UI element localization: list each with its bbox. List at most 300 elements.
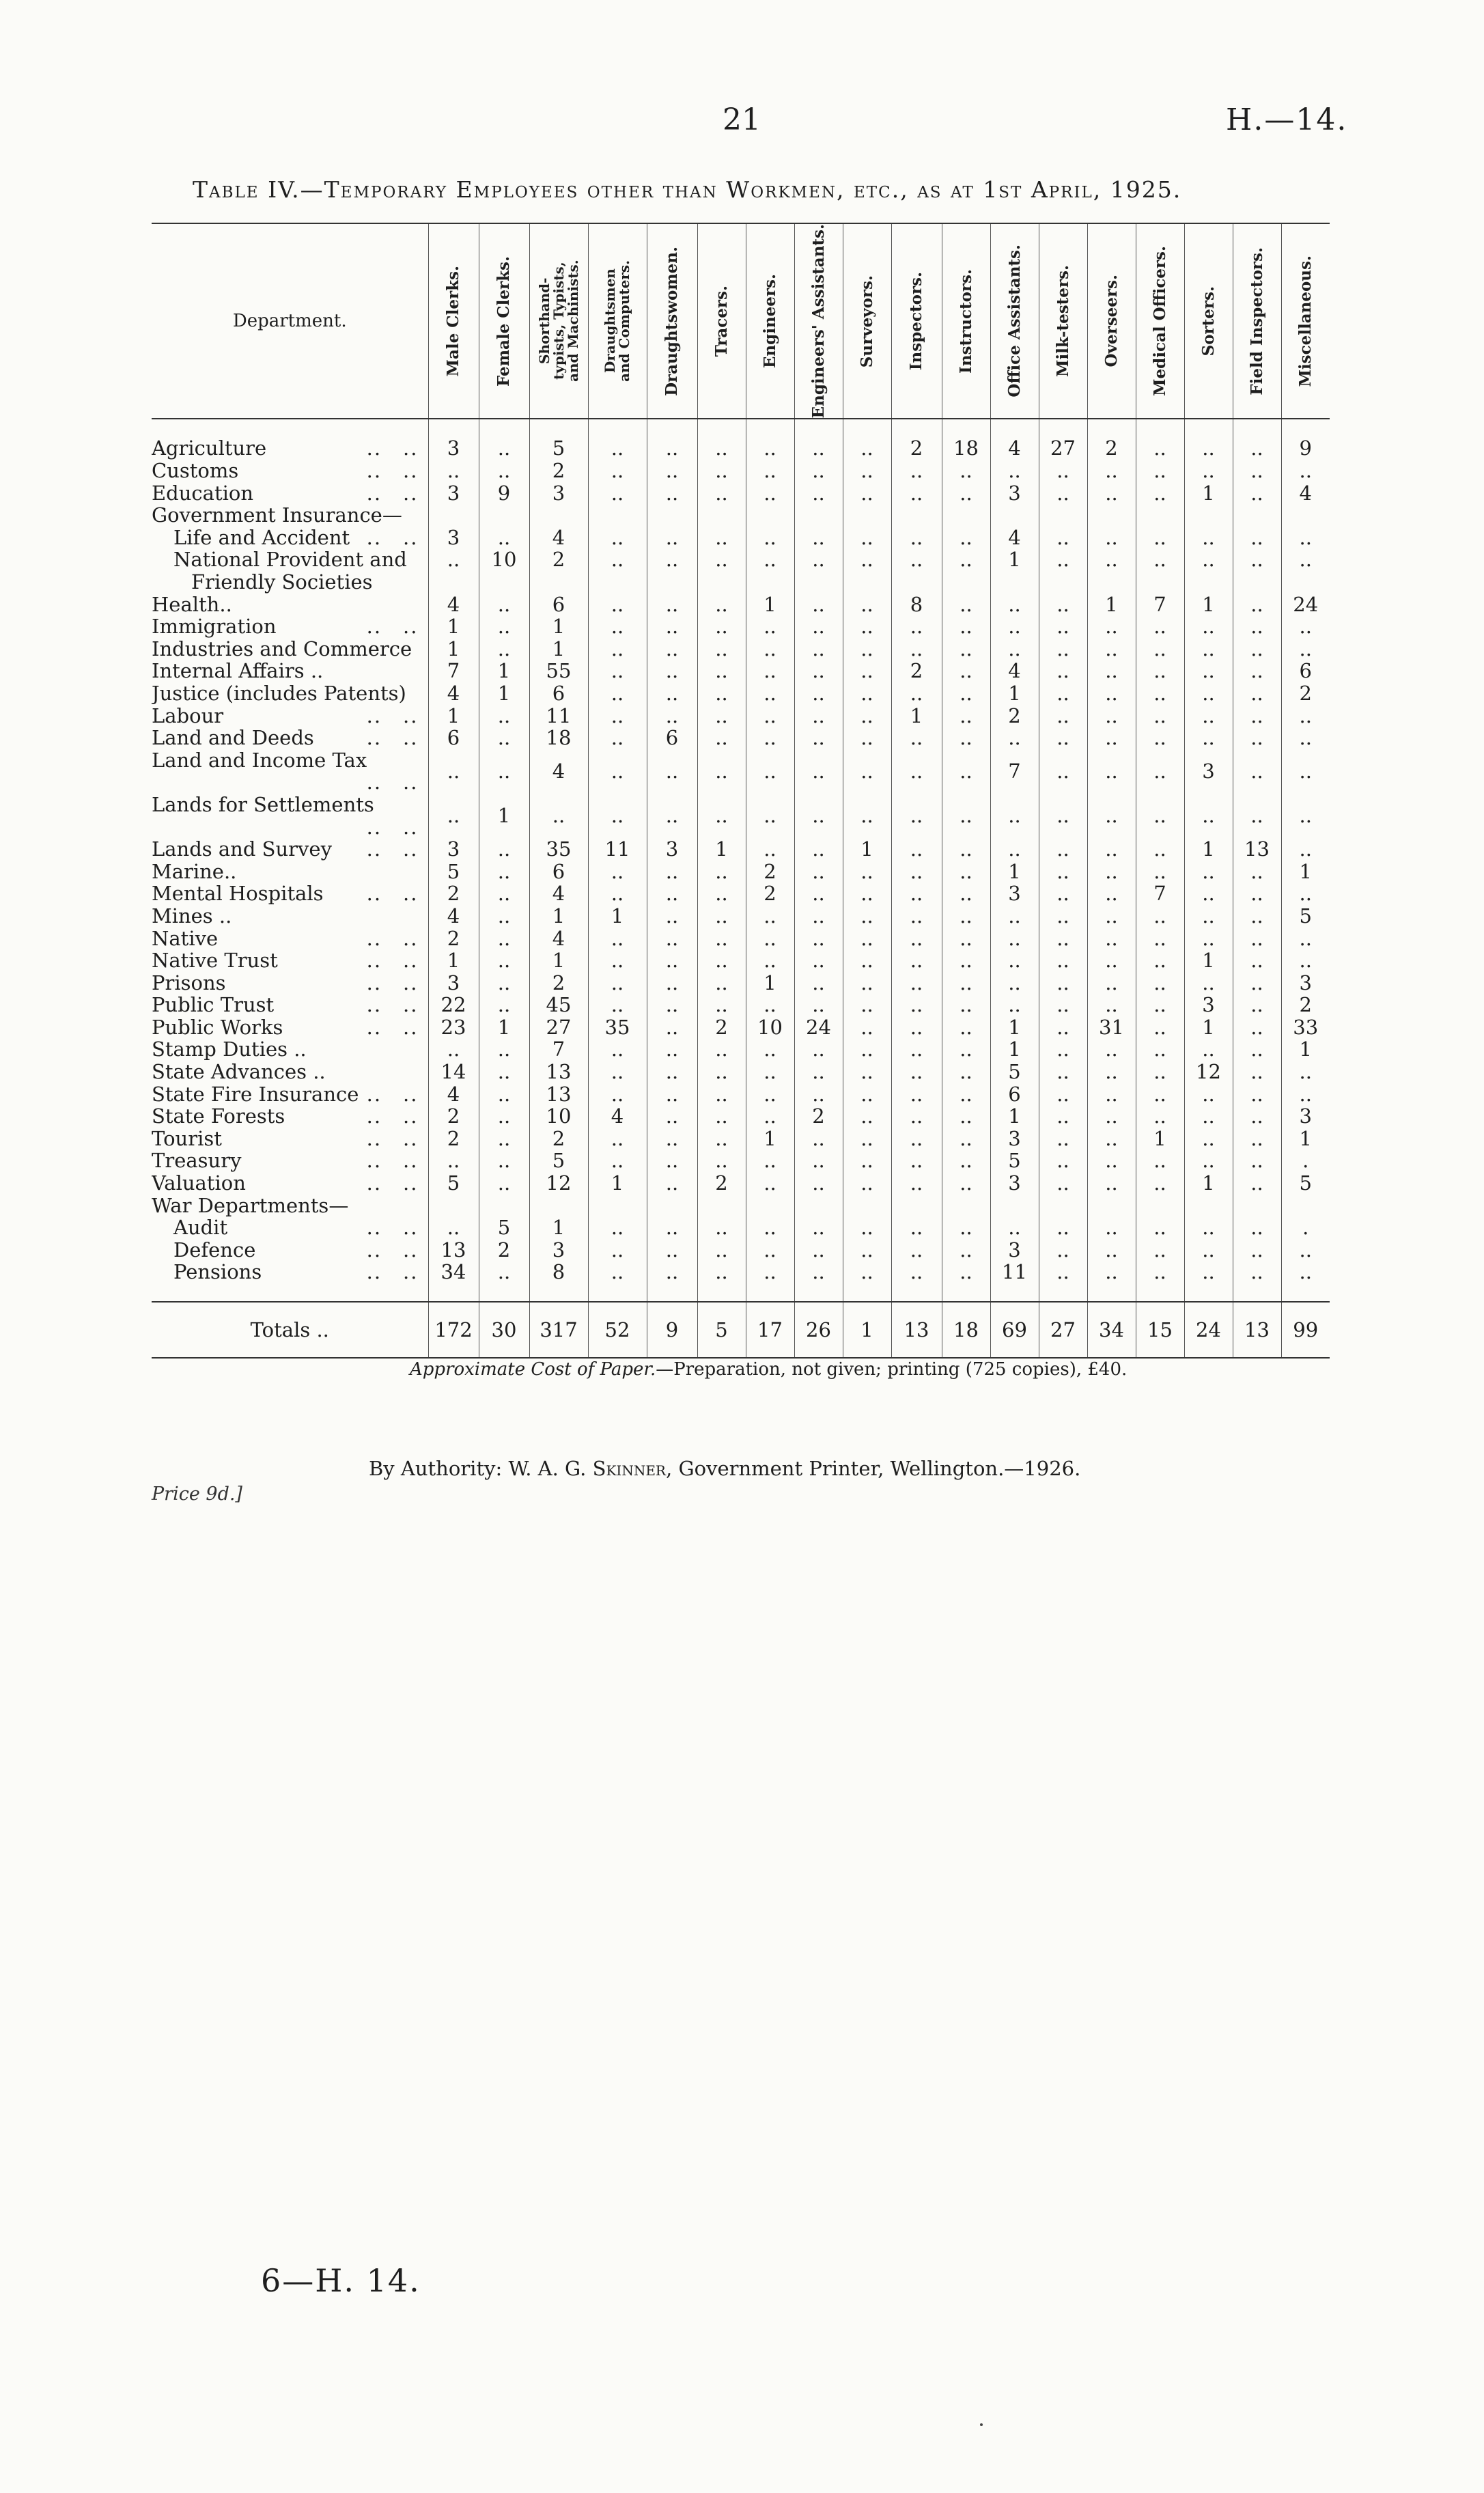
cost-label: Approximate Cost of Paper. bbox=[410, 1359, 656, 1380]
data-cell: .. bbox=[1039, 1038, 1087, 1061]
data-cell: 1 bbox=[697, 838, 746, 861]
data-cell: .. bbox=[1233, 615, 1281, 638]
data-cell: .. bbox=[1039, 482, 1087, 505]
data-cell: .. bbox=[891, 1061, 942, 1083]
data-cell: .. bbox=[794, 548, 843, 571]
department-name: Friendly Societies bbox=[191, 571, 373, 594]
data-cell: .. bbox=[1087, 882, 1136, 905]
data-cell: 7 bbox=[529, 1038, 588, 1061]
data-cell: .. bbox=[1281, 1239, 1330, 1262]
data-cell: .. bbox=[647, 1261, 697, 1283]
department-name: Public Works bbox=[152, 1016, 283, 1039]
data-cell: .. bbox=[588, 928, 647, 950]
table-row bbox=[152, 1061, 1330, 1083]
data-cell: .. bbox=[588, 638, 647, 660]
department-cell bbox=[152, 1061, 428, 1083]
data-cell: 4 bbox=[1281, 482, 1330, 505]
data-cell: .. bbox=[843, 794, 891, 838]
leader-dots: .. .. bbox=[366, 1016, 419, 1039]
data-cell: .. bbox=[942, 527, 990, 549]
data-cell: .. bbox=[891, 638, 942, 660]
data-cell: .. bbox=[843, 638, 891, 660]
table-row bbox=[152, 437, 1330, 460]
data-cell: .. bbox=[1087, 861, 1136, 883]
data-cell: 35 bbox=[529, 838, 588, 861]
data-cell bbox=[942, 1195, 990, 1217]
total-cell: 30 bbox=[479, 1302, 529, 1358]
department-cell bbox=[152, 794, 428, 838]
data-cell: .. bbox=[479, 527, 529, 549]
data-cell: .. bbox=[1039, 638, 1087, 660]
data-cell: 4 bbox=[990, 437, 1039, 460]
data-cell: .. bbox=[891, 615, 942, 638]
data-cell: 1 bbox=[1184, 1016, 1233, 1039]
data-cell: .. bbox=[891, 838, 942, 861]
data-cell: .. bbox=[1281, 548, 1330, 571]
data-cell: .. bbox=[891, 928, 942, 950]
data-cell: .. bbox=[794, 682, 843, 705]
data-cell: .. bbox=[891, 949, 942, 972]
totals-label: Totals .. bbox=[152, 1302, 428, 1358]
data-cell: .. bbox=[843, 437, 891, 460]
data-cell: 4 bbox=[588, 1105, 647, 1128]
leader-dots: .. .. bbox=[366, 1216, 419, 1239]
data-cell: .. bbox=[1039, 1016, 1087, 1039]
department-cell bbox=[152, 571, 428, 594]
data-cell: .. bbox=[794, 838, 843, 861]
column-header-label: Inspectors. bbox=[907, 272, 925, 371]
data-cell: .. bbox=[942, 705, 990, 727]
department-cell bbox=[152, 1216, 428, 1239]
totals-row bbox=[152, 1302, 1330, 1358]
data-cell: .. bbox=[1136, 1172, 1184, 1195]
leader-dots: .. .. bbox=[366, 1105, 419, 1128]
data-cell: .. bbox=[1184, 548, 1233, 571]
data-cell: .. bbox=[746, 1261, 794, 1283]
data-cell: .. bbox=[1039, 727, 1087, 749]
data-cell: .. bbox=[1233, 1172, 1281, 1195]
data-cell bbox=[1233, 571, 1281, 594]
data-cell: 10 bbox=[479, 548, 529, 571]
data-cell bbox=[479, 504, 529, 527]
authority-line bbox=[369, 1457, 1080, 1480]
data-cell: .. bbox=[843, 460, 891, 482]
data-cell: .. bbox=[1281, 1261, 1330, 1283]
data-cell: .. bbox=[843, 548, 891, 571]
department-name: Lands for Settlements bbox=[152, 793, 374, 816]
department-cell bbox=[152, 460, 428, 482]
data-cell: .. bbox=[647, 1061, 697, 1083]
total-cell: 69 bbox=[990, 1302, 1039, 1358]
data-cell: .. bbox=[1039, 615, 1087, 638]
data-cell: .. bbox=[1233, 1128, 1281, 1150]
data-cell: .. bbox=[1184, 1239, 1233, 1262]
data-cell: .. bbox=[647, 1016, 697, 1039]
data-cell: .. bbox=[647, 794, 697, 838]
data-cell bbox=[1039, 504, 1087, 527]
column-header-label: Overseers. bbox=[1102, 275, 1121, 367]
data-cell: .. bbox=[990, 638, 1039, 660]
data-cell: 3 bbox=[990, 482, 1039, 505]
column-header-label: Medical Officers. bbox=[1150, 246, 1169, 397]
data-cell: .. bbox=[1184, 1150, 1233, 1172]
data-cell: .. bbox=[1184, 527, 1233, 549]
leader-dots: .. .. bbox=[366, 949, 419, 972]
data-cell: .. bbox=[1184, 638, 1233, 660]
data-cell bbox=[697, 1195, 746, 1217]
data-cell: .. bbox=[479, 1150, 529, 1172]
data-cell: 1 bbox=[1281, 861, 1330, 883]
department-cell bbox=[152, 838, 428, 861]
data-cell: .. bbox=[746, 1239, 794, 1262]
department-name: Mines .. bbox=[152, 904, 232, 928]
data-cell bbox=[529, 504, 588, 527]
column-header-label: Engineers' Assistants. bbox=[809, 224, 828, 419]
data-cell: .. bbox=[1087, 482, 1136, 505]
data-cell: .. bbox=[529, 794, 588, 838]
data-cell: .. bbox=[1039, 905, 1087, 928]
data-cell: 13 bbox=[529, 1061, 588, 1083]
data-cell: .. bbox=[1039, 882, 1087, 905]
department-name: Defence bbox=[173, 1238, 256, 1262]
department-name: Stamp Duties .. bbox=[152, 1038, 307, 1061]
leader-dots: .. .. bbox=[366, 1083, 419, 1106]
column-header bbox=[1281, 223, 1330, 419]
data-cell: 1 bbox=[1136, 1128, 1184, 1150]
data-cell: .. bbox=[1039, 682, 1087, 705]
data-cell: .. bbox=[697, 1261, 746, 1283]
table-row bbox=[152, 594, 1330, 616]
data-cell: .. bbox=[942, 994, 990, 1016]
data-cell: .. bbox=[588, 594, 647, 616]
data-cell: .. bbox=[891, 1083, 942, 1106]
data-cell: .. bbox=[1233, 882, 1281, 905]
column-header bbox=[990, 223, 1039, 419]
data-cell: .. bbox=[1087, 1128, 1136, 1150]
department-cell bbox=[152, 882, 428, 905]
data-cell: .. bbox=[647, 1216, 697, 1239]
data-cell: .. bbox=[647, 482, 697, 505]
column-header bbox=[428, 223, 479, 419]
data-cell: .. bbox=[479, 437, 529, 460]
data-cell: .. bbox=[647, 682, 697, 705]
data-cell: .. bbox=[1136, 928, 1184, 950]
data-cell: .. bbox=[647, 1150, 697, 1172]
table-title: Table IV.—Temporary Employees other than Workmen, etc., as at 1st April, 1925. bbox=[193, 176, 1182, 203]
data-cell: .. bbox=[1136, 749, 1184, 794]
total-cell: 13 bbox=[891, 1302, 942, 1358]
data-cell: .. bbox=[428, 749, 479, 794]
data-cell: 1 bbox=[529, 615, 588, 638]
data-cell: .. bbox=[794, 1038, 843, 1061]
data-cell: .. bbox=[843, 905, 891, 928]
column-header bbox=[794, 223, 843, 419]
data-cell: .. bbox=[479, 615, 529, 638]
data-cell: .. bbox=[843, 1150, 891, 1172]
data-cell: .. bbox=[697, 1239, 746, 1262]
data-cell: .. bbox=[746, 1038, 794, 1061]
total-cell: 24 bbox=[1184, 1302, 1233, 1358]
data-cell: .. bbox=[1039, 1105, 1087, 1128]
department-cell bbox=[152, 504, 428, 527]
department-name: Life and Accident bbox=[173, 526, 350, 549]
data-cell: 1 bbox=[843, 838, 891, 861]
data-cell: .. bbox=[1184, 1038, 1233, 1061]
data-cell: 1 bbox=[746, 972, 794, 994]
data-cell: .. bbox=[1136, 1083, 1184, 1106]
data-cell: .. bbox=[942, 638, 990, 660]
column-header-label: Surveyors. bbox=[857, 275, 876, 367]
column-header-label: Milk-testers. bbox=[1053, 265, 1072, 378]
data-cell bbox=[843, 571, 891, 594]
data-cell: .. bbox=[746, 794, 794, 838]
data-cell: .. bbox=[647, 638, 697, 660]
data-cell bbox=[1184, 504, 1233, 527]
data-cell: .. bbox=[794, 1172, 843, 1195]
data-cell: 3 bbox=[529, 1239, 588, 1262]
data-cell: .. bbox=[1039, 1261, 1087, 1283]
data-cell: .. bbox=[843, 1016, 891, 1039]
data-cell: 1 bbox=[990, 682, 1039, 705]
data-cell: 2 bbox=[697, 1172, 746, 1195]
table-row bbox=[152, 1239, 1330, 1262]
data-cell bbox=[843, 1195, 891, 1217]
data-cell: .. bbox=[697, 861, 746, 883]
data-cell: .. bbox=[697, 482, 746, 505]
data-cell: .. bbox=[746, 460, 794, 482]
department-name: Pensions bbox=[173, 1261, 262, 1283]
data-cell: 4 bbox=[529, 928, 588, 950]
data-cell: .. bbox=[891, 1128, 942, 1150]
department-cell bbox=[152, 1150, 428, 1172]
column-header bbox=[843, 223, 891, 419]
data-cell: .. bbox=[1233, 1016, 1281, 1039]
data-cell: .. bbox=[942, 1128, 990, 1150]
data-cell: .. bbox=[1039, 660, 1087, 682]
data-cell: .. bbox=[990, 838, 1039, 861]
department-name: Public Trust bbox=[152, 994, 275, 1016]
column-header bbox=[647, 223, 697, 419]
data-cell: 3 bbox=[428, 482, 479, 505]
data-cell: .. bbox=[588, 1261, 647, 1283]
data-cell: .. bbox=[794, 994, 843, 1016]
data-cell: 2 bbox=[891, 660, 942, 682]
table-row bbox=[152, 1016, 1330, 1039]
total-cell: 26 bbox=[794, 1302, 843, 1358]
data-cell: .. bbox=[1039, 548, 1087, 571]
data-cell bbox=[529, 1195, 588, 1217]
data-cell: 12 bbox=[1184, 1061, 1233, 1083]
data-cell: 18 bbox=[942, 437, 990, 460]
data-cell: .. bbox=[588, 660, 647, 682]
table-row bbox=[152, 1172, 1330, 1195]
data-cell: .. bbox=[891, 1105, 942, 1128]
data-cell: .. bbox=[1039, 1239, 1087, 1262]
data-cell bbox=[1087, 1195, 1136, 1217]
department-name: State Forests bbox=[152, 1105, 285, 1128]
data-cell: 4 bbox=[428, 1083, 479, 1106]
data-cell: 1 bbox=[990, 1105, 1039, 1128]
table-row bbox=[152, 1216, 1330, 1239]
data-cell bbox=[746, 1195, 794, 1217]
table-row bbox=[152, 861, 1330, 883]
data-cell: .. bbox=[942, 905, 990, 928]
data-cell: .. bbox=[746, 727, 794, 749]
data-cell: .. bbox=[1233, 928, 1281, 950]
data-cell: .. bbox=[942, 1016, 990, 1039]
data-cell: .. bbox=[647, 949, 697, 972]
data-cell: .. bbox=[1184, 882, 1233, 905]
data-cell: .. bbox=[990, 972, 1039, 994]
total-cell: 99 bbox=[1281, 1302, 1330, 1358]
table-row bbox=[152, 548, 1330, 571]
data-cell bbox=[479, 571, 529, 594]
data-cell: .. bbox=[647, 1038, 697, 1061]
data-cell: .. bbox=[942, 1216, 990, 1239]
data-cell: .. bbox=[843, 994, 891, 1016]
data-cell: .. bbox=[479, 994, 529, 1016]
department-name: Prisons bbox=[152, 971, 226, 994]
data-cell: .. bbox=[479, 638, 529, 660]
data-cell: 27 bbox=[529, 1016, 588, 1039]
data-cell: .. bbox=[794, 615, 843, 638]
data-cell bbox=[1136, 571, 1184, 594]
data-cell: .. bbox=[942, 972, 990, 994]
data-cell: 5 bbox=[529, 1150, 588, 1172]
data-cell: .. bbox=[647, 594, 697, 616]
printer-name: W. A. G. Skinner, bbox=[508, 1457, 673, 1480]
data-cell bbox=[529, 571, 588, 594]
data-cell: .. bbox=[1136, 949, 1184, 972]
column-header bbox=[1136, 223, 1184, 419]
data-cell: 2 bbox=[746, 861, 794, 883]
department-name: State Advances .. bbox=[152, 1061, 326, 1083]
data-cell: .. bbox=[942, 1261, 990, 1283]
data-cell: .. bbox=[697, 660, 746, 682]
data-cell: .. bbox=[1281, 949, 1330, 972]
data-cell: 4 bbox=[529, 527, 588, 549]
data-cell: .. bbox=[1184, 1216, 1233, 1239]
data-cell bbox=[794, 1195, 843, 1217]
data-cell: .. bbox=[479, 1261, 529, 1283]
data-cell: .. bbox=[697, 1105, 746, 1128]
data-cell: .. bbox=[1039, 794, 1087, 838]
data-cell: .. bbox=[588, 861, 647, 883]
data-cell: .. bbox=[479, 905, 529, 928]
column-header-label: Engineers. bbox=[760, 274, 779, 369]
data-cell: .. bbox=[1233, 1150, 1281, 1172]
data-cell: .. bbox=[1281, 638, 1330, 660]
page-number: 21 bbox=[723, 102, 761, 137]
data-cell: .. bbox=[588, 1061, 647, 1083]
data-cell bbox=[891, 571, 942, 594]
print-speck bbox=[980, 2423, 983, 2426]
data-cell: .. bbox=[588, 482, 647, 505]
department-name: State Fire Insurance bbox=[152, 1083, 359, 1106]
department-cell bbox=[152, 1239, 428, 1262]
data-cell: .. bbox=[1039, 1083, 1087, 1106]
department-cell bbox=[152, 615, 428, 638]
data-cell bbox=[1184, 571, 1233, 594]
data-cell: 3 bbox=[990, 1128, 1039, 1150]
data-cell: .. bbox=[1087, 838, 1136, 861]
data-cell: .. bbox=[1136, 1261, 1184, 1283]
data-cell: 1 bbox=[1184, 838, 1233, 861]
data-cell: .. bbox=[843, 882, 891, 905]
data-cell: .. bbox=[1233, 638, 1281, 660]
department-name: Native Trust bbox=[152, 949, 278, 972]
data-cell: .. bbox=[697, 705, 746, 727]
data-cell: 3 bbox=[428, 972, 479, 994]
data-cell: .. bbox=[794, 527, 843, 549]
data-cell: 1 bbox=[479, 794, 529, 838]
data-cell: .. bbox=[1184, 682, 1233, 705]
leader-dots: .. .. bbox=[366, 927, 419, 950]
data-cell: 3 bbox=[1184, 994, 1233, 1016]
department-name: Health.. bbox=[152, 593, 232, 616]
data-cell: 6 bbox=[529, 682, 588, 705]
data-cell: .. bbox=[746, 638, 794, 660]
data-cell: .. bbox=[843, 482, 891, 505]
data-cell: .. bbox=[843, 527, 891, 549]
leader-dots: .. .. bbox=[366, 1150, 419, 1173]
data-cell: .. bbox=[891, 972, 942, 994]
data-cell: 4 bbox=[428, 594, 479, 616]
data-cell: 1 bbox=[479, 660, 529, 682]
data-cell: 6 bbox=[990, 1083, 1039, 1106]
data-cell: .. bbox=[891, 548, 942, 571]
data-cell: .. bbox=[1136, 1016, 1184, 1039]
data-cell: .. bbox=[1184, 1083, 1233, 1106]
data-cell: .. bbox=[891, 1216, 942, 1239]
data-cell bbox=[1136, 1195, 1184, 1217]
data-cell: .. bbox=[1039, 1128, 1087, 1150]
table-row bbox=[152, 882, 1330, 905]
table-row bbox=[152, 1128, 1330, 1150]
data-cell: .. bbox=[1136, 838, 1184, 861]
data-cell bbox=[990, 571, 1039, 594]
table-row bbox=[152, 1195, 1330, 1217]
leader-dots: .. .. bbox=[366, 704, 419, 727]
column-header bbox=[697, 223, 746, 419]
data-cell: .. bbox=[1087, 949, 1136, 972]
data-cell: .. bbox=[1233, 749, 1281, 794]
department-cell bbox=[152, 1105, 428, 1128]
data-cell: .. bbox=[1233, 1083, 1281, 1106]
data-cell: .. bbox=[1087, 749, 1136, 794]
data-cell: .. bbox=[1233, 861, 1281, 883]
department-name: Internal Affairs .. bbox=[152, 660, 324, 682]
department-name: Customs bbox=[152, 460, 239, 482]
data-cell: .. bbox=[942, 460, 990, 482]
data-cell: 27 bbox=[1039, 437, 1087, 460]
data-cell: .. bbox=[588, 1216, 647, 1239]
data-cell: .. bbox=[1281, 615, 1330, 638]
data-cell: .. bbox=[843, 705, 891, 727]
data-cell: 1 bbox=[588, 905, 647, 928]
leader-dots: .. .. bbox=[366, 727, 419, 749]
data-cell: 24 bbox=[1281, 594, 1330, 616]
data-cell bbox=[697, 571, 746, 594]
data-cell: .. bbox=[794, 638, 843, 660]
data-cell: .. bbox=[843, 1128, 891, 1150]
data-cell: .. bbox=[1184, 727, 1233, 749]
data-cell: .. bbox=[479, 727, 529, 749]
data-cell: .. bbox=[588, 437, 647, 460]
total-cell: 52 bbox=[588, 1302, 647, 1358]
data-cell: 5 bbox=[529, 437, 588, 460]
data-cell: .. bbox=[1136, 972, 1184, 994]
